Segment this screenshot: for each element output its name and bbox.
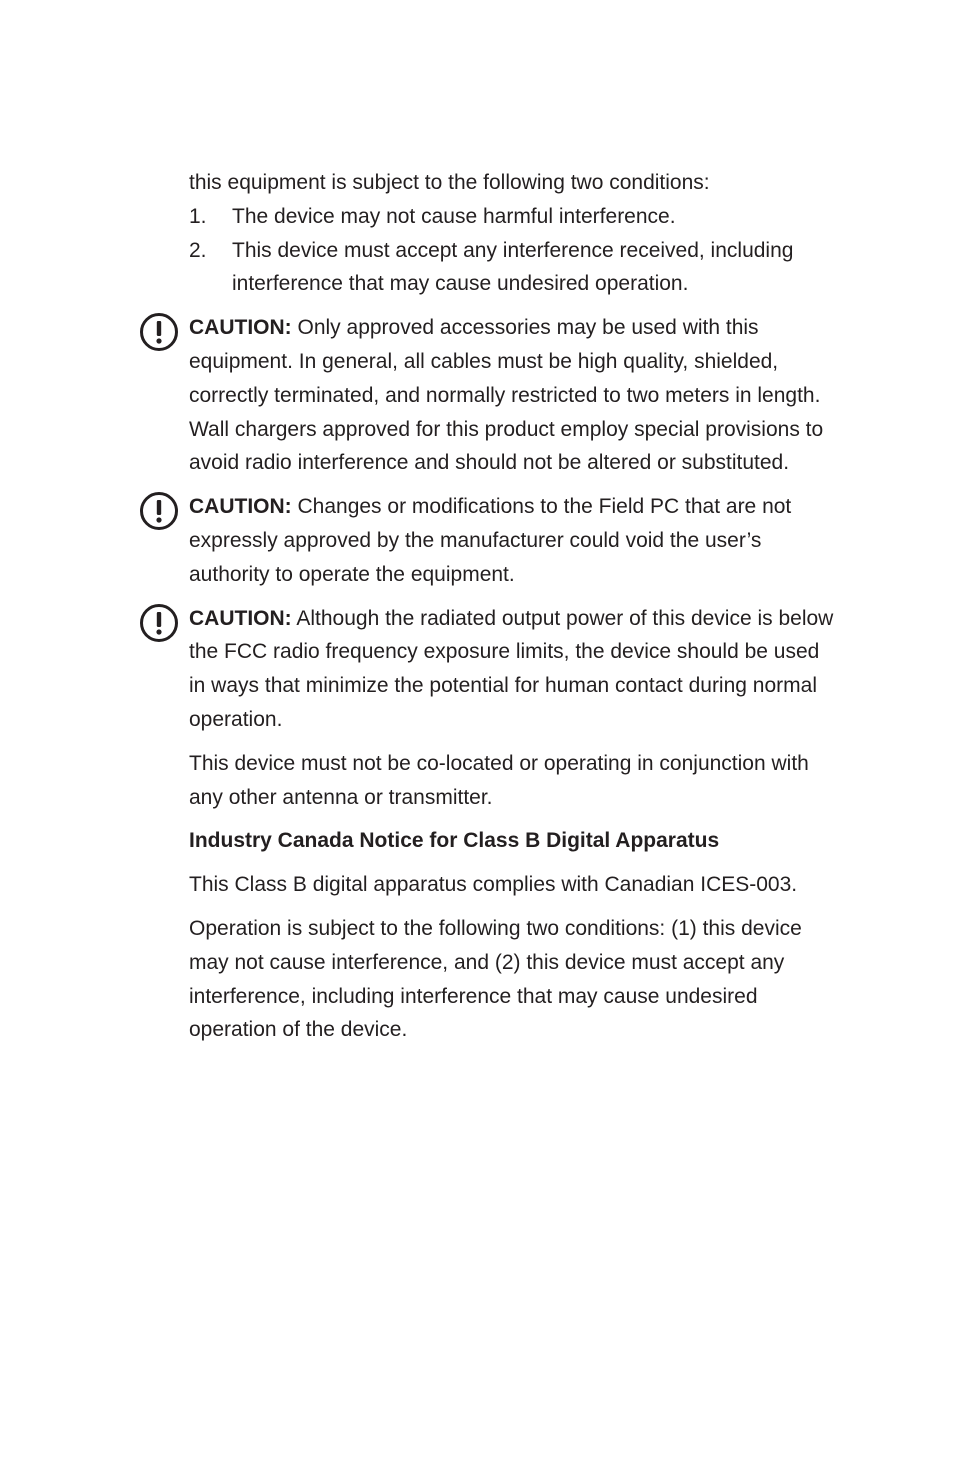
caution-notice — [189, 490, 834, 591]
conditions-intro: this equipment is subject to the following two conditions: — [189, 171, 710, 194]
caution-text — [189, 490, 834, 591]
colocation-paragraph: This device must not be co-located or operating in conjunction with any other antenna or transmitter. — [189, 751, 809, 809]
caution-label: CAUTION: — [189, 316, 292, 340]
caution-body: Changes or modifications to the Field PC that are not expressly approved by the manufacturer could void the user’s authority to operate the equipment. — [189, 495, 792, 586]
list-item-text: The device may not cause harmful interference. — [232, 204, 676, 228]
conditions-list — [189, 200, 834, 301]
exclamation-circle-icon — [139, 603, 179, 643]
list-item — [189, 200, 834, 234]
caution-text — [189, 602, 834, 737]
document-content — [189, 166, 834, 1047]
caution-body: Only approved accessories may be used with this equipment. In general, all cables must be high quality, shielded, correctly terminated, and normally restricted to two meters in length. Wall chargers approved for this product employ special provisions to avoid radio interference and should not be altered or substituted. — [189, 316, 824, 475]
caution-label: CAUTION: — [189, 495, 292, 519]
list-item-number: 1. — [189, 204, 207, 228]
list-item — [189, 234, 834, 302]
caution-notice — [189, 311, 834, 480]
list-item-text: This device must accept any interference received, including interference that may cause undesired operation. — [232, 238, 794, 296]
canada-notice-heading: Industry Canada Notice for Class B Digital Apparatus — [189, 829, 720, 853]
caution-label: CAUTION: — [189, 606, 292, 630]
caution-notice — [189, 602, 834, 737]
list-item-number: 2. — [189, 238, 207, 262]
caution-body: Although the radiated output power of this device is below the FCC radio frequency exposure limits, the device should be used in ways that minimize the potential for human contact during normal operation. — [189, 606, 834, 731]
canada-notice-paragraph: This Class B digital apparatus complies with Canadian ICES-003. — [189, 873, 798, 897]
exclamation-circle-icon — [139, 491, 179, 531]
exclamation-circle-icon — [139, 312, 179, 352]
caution-text — [189, 311, 834, 480]
operation-conditions-paragraph: Operation is subject to the following two conditions: (1) this device may not cause interference, and (2) this device must accept any interference, including interference that may cause undesired operation of the device. — [189, 916, 802, 1042]
